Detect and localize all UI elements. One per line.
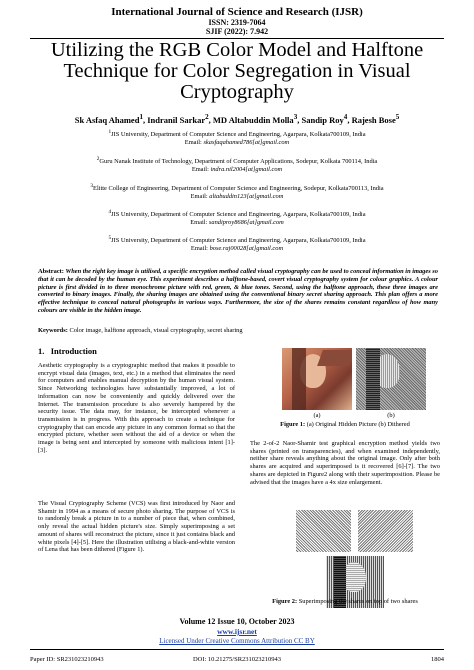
author-list: Sk Asfaq Ahamed$^1$, Indranil Sarkar$^2$, MD Altabuddin Molla$^3$, Sandip Roy$^4$, Rajesh Bose$^5$ [74, 113, 400, 125]
figure1-label-b: (b) [387, 412, 395, 419]
figure2-share1-image [296, 510, 351, 552]
affiliation [0, 182, 474, 202]
affiliation [0, 155, 474, 175]
affiliation-sup: 1 [108, 129, 112, 135]
figure1-original-image [282, 348, 352, 410]
journal-sjif: SJIF (2022): 7.942 [205, 27, 269, 36]
body-paragraph: The Visual Cryptography Scheme (VCS) was first introduced by Naor and Shamir in 1994 as a means of secure photo sharing. The purpose of VCS is to randomly break a picture in to a number of piece that, when combined, only reveal the actual hidden picture's size. Simply superimposing a set amount of shares will reconstruct the picture, since it just contains black and white pixels [4]-[5]. Here the illustration utilising a black-and-white version of Lena that has been dithered (Figure 1). [38, 500, 235, 554]
footer-paper-id: Paper ID: SR231023210943 [30, 656, 104, 663]
footer-rule [30, 649, 444, 650]
email-link[interactable]: indra.nil2004[at]gmail.com [210, 166, 283, 174]
abstract [38, 268, 438, 315]
author-sup: 1 [139, 113, 143, 121]
affiliation-sup: 3 [90, 183, 94, 189]
author-sup: 5 [395, 113, 400, 121]
figure1-label-a: (a) [313, 412, 321, 419]
email-label: Email: [190, 193, 210, 201]
author-name: Sk Asfaq Ahamed [74, 114, 140, 125]
figure1-caption [250, 421, 440, 428]
body-paragraph: Aesthetic cryptography is a cryptographic method that makes it possible to encrypt visual data (images, text, etc.) in a method that eliminates the need for computers and enables manual decryption by the human visual system. Since Networking technologies have substantially improved, a lot of information can now be conveniently and quickly delivered over the Internet. The transmission procedure is also severely hampered by the security issue. The data may, for instance, be intercepted whenever a transmission is in progress. With this approach to create a technique for cryptography that can encode any picture in any common format so that the encrypted picture, whether seen without the aid of a device or when the image is being sent and intercepted by someone with malicious intent [1]-[3]. [38, 362, 235, 454]
affiliation-text: Elitte College of Engineering, Department of Computer Science and Engineering, Sodepur, Kolkata700113, India [93, 185, 384, 193]
title-line: Utilizing the RGB Color Model and Halftone [50, 39, 424, 61]
author-sup: 2 [205, 113, 209, 121]
section-number: 1. [38, 346, 45, 356]
email-label: Email: [191, 166, 211, 174]
keywords-label: Keywords: [38, 327, 68, 334]
keywords [38, 327, 438, 335]
figure1-caption-text: (a) Original Hidden Picture (b) Dithered [306, 421, 410, 428]
abstract-text: When the right key image is utilised, a specific encryption method called visual cryptography can be used to conceal information in images so that it can be decoded by the human eye. This experiment describes a halftone-based, covert visual cryptography system for colour graphics. A colour picture is first divided in to three monochrome picture with red, green, & blue tones. Second, using the halftone approach, these three images are converted to binary images. Finally, the sharing images are obtained using the conventional binary secret sharing approach. This plan offers a more effective technique to conceal natural photographs in various ways. Furthermore, the size of the shares remains constant regardless of how many colours are visible in the hidden image. [38, 268, 438, 314]
footer-website-link[interactable]: www.ijsr.net [217, 627, 257, 636]
email-link[interactable]: altabuddin123[at]gmail.com [209, 193, 284, 201]
keywords-text: Color image, halftone approach, visual cryptography, secret sharing [69, 327, 243, 334]
author-name: MD Altabuddin Molla [212, 114, 294, 125]
figure1-caption-label: Figure 1: [280, 421, 306, 428]
footer-volume: Volume 12 Issue 10, October 2023 [179, 617, 295, 626]
paper-title [20, 40, 454, 103]
affiliation [0, 128, 474, 148]
journal-name: International Journal of Science and Research (IJSR) [111, 6, 363, 18]
section-title: Introduction [50, 346, 97, 356]
author-sup: 4 [343, 113, 348, 121]
figure1-dithered-image [356, 348, 426, 410]
email-label: Email: [184, 139, 204, 147]
email-link[interactable]: bose.raj00028[at]gmail.com [209, 245, 284, 253]
email-link[interactable]: skasfaqahamed786[at]gmail.com [203, 139, 290, 147]
figure2-caption [250, 598, 440, 605]
figure2-caption-text: Superimposing the shares on top of two shares [298, 598, 418, 605]
author-sup: 3 [293, 113, 298, 121]
author-name: Rajesh Bose [351, 114, 396, 125]
footer-page-number: 1804 [431, 656, 444, 663]
journal-issn: ISSN: 2319-7064 [208, 18, 266, 27]
section-heading [38, 346, 97, 356]
figure2-share2-image [358, 510, 413, 552]
email-link[interactable]: sandiproy8686[at]gmail.com [208, 219, 284, 227]
affiliation-sup: 2 [96, 156, 100, 162]
email-label: Email: [190, 219, 209, 227]
affiliation-text: Guru Nanak Institute of Technology, Department of Computer Applications, Sodepur, Kolkata 700114, India [99, 158, 378, 166]
title-line: Cryptography [180, 81, 294, 103]
footer-license-link[interactable]: Licensed Under Creative Commons Attribution CC BY [159, 637, 315, 645]
footer-doi: DOI: 10.21275/SR231023210943 [192, 656, 282, 663]
email-label: Email: [190, 245, 210, 253]
title-line: Technique for Color Segregation in Visual [63, 60, 411, 82]
author-name: Sandip Roy [301, 114, 344, 125]
abstract-label: Abstract: [38, 268, 64, 275]
affiliation-text: JIS University, Department of Computer Science and Engineering, Agarpara, Kolkata700109, India [111, 211, 366, 219]
affiliation [0, 208, 474, 228]
affiliation-text: JIS University, Department of Computer Science and Engineering, Agarpara, Kolkata700109, India [111, 237, 366, 245]
author-name: Indranil Sarkar [147, 114, 206, 125]
body-paragraph: The 2-of-2 Naor-Shamir test graphical encryption method yields two shares (printed on transparencies), and when examined independently, neither share reveals anything about the original image. Only after both shares are acquired and superimposed is it recovered [6]-[7]. The two shares are depicted in Figure2 along with their superimposition. Please be advised that the images have a 4x size enlargement. [250, 440, 440, 486]
figure2-caption-label: Figure 2: [272, 598, 298, 605]
affiliation-sup: 5 [108, 235, 112, 241]
affiliation-text: JIS University, Department of Computer Science and Engineering, Agarpara, Kolkata700109, India [111, 131, 366, 139]
affiliation-sup: 4 [108, 209, 112, 215]
affiliation [0, 234, 474, 254]
